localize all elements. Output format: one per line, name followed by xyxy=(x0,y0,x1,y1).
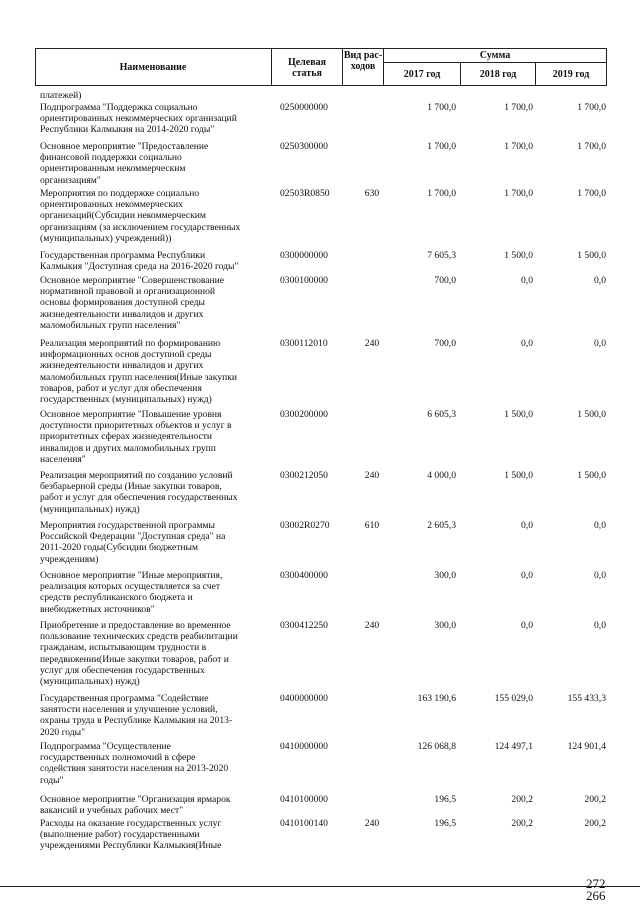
row-name: Основное мероприятие "Организация ярмарок вакансий и учебных рабочих мест" xyxy=(40,794,231,817)
row-value-2017: 1 700,0 xyxy=(427,141,456,152)
row-value-2017: 2 605,3 xyxy=(427,520,456,531)
row-value-2017: 4 000,0 xyxy=(427,470,456,481)
row-code: 0300212050 xyxy=(280,470,328,481)
row-name: Подпрограмма "Осуществление государственных полномочий в сфере содействия занятости населения на 2013-2020 годы" xyxy=(40,741,229,786)
row-value-2017: 7 605,3 xyxy=(427,250,456,261)
row-value-2019: 1 700,0 xyxy=(577,102,606,113)
header-year-2018: 2018 год xyxy=(479,69,517,80)
row-code: 0400000000 xyxy=(280,693,328,704)
row-value-2018: 0,0 xyxy=(521,620,533,631)
row-code: 02503R0850 xyxy=(280,188,330,199)
row-name: Приобретение и предоставление во временное пользование технических средств реабилитации гражданам, испытывающим трудности в передвижении(Иные закупки товаров, работ и услуг для обеспечения государственных (муниципальных) нужд) xyxy=(40,620,238,688)
row-value-2018: 155 029,0 xyxy=(494,693,533,704)
row-value-2018: 0,0 xyxy=(521,275,533,286)
row-kind: 240 xyxy=(364,620,380,631)
header-name: Наименование xyxy=(119,62,187,73)
row-name: Реализация мероприятий по созданию условий безбарьерной среды (Иные закупки товаров, работ и услуг для обеспечения государственных (муниципальных) нужд) xyxy=(40,470,238,515)
row-value-2019: 0,0 xyxy=(594,275,606,286)
row-code: 0250000000 xyxy=(280,102,328,113)
row-name: Мероприятия по поддержке социально ориентированных некоммерческих организаций(Субсидии некоммерческим организациям (за исключением государственных (муниципальных) учреждений)) xyxy=(40,188,241,244)
row-value-2017: 6 605,3 xyxy=(427,409,456,420)
row-value-2018: 1 500,0 xyxy=(504,470,533,481)
row-value-2017: 196,5 xyxy=(434,794,456,805)
row-name: Основное мероприятие "Совершенствование нормативной правовой и организационной основы формирования доступной среды жизнедеятельности инвалидов и других маломобильных групп населения" xyxy=(40,275,225,331)
row-code: 03002R0270 xyxy=(280,520,330,531)
header-year-2019: 2019 год xyxy=(552,69,590,80)
row-value-2019: 1 500,0 xyxy=(577,470,606,481)
page-number-secondary: 266 xyxy=(586,888,606,903)
row-value-2019: 155 433,3 xyxy=(567,693,606,704)
row-code: 0300400000 xyxy=(280,570,328,581)
header-target-article: Целевая статья xyxy=(287,57,327,79)
row-code: 0410100000 xyxy=(280,794,328,805)
row-code: 0300112010 xyxy=(280,338,328,349)
row-kind: 610 xyxy=(364,520,380,531)
row-value-2019: 1 500,0 xyxy=(577,409,606,420)
row-name: Подпрограмма "Поддержка социально ориентированных некоммерческих организаций Республики Калмыкия на 2014-2020 годы" xyxy=(40,102,237,136)
row-value-2017: 1 700,0 xyxy=(427,102,456,113)
row-name: платежей) xyxy=(40,90,82,101)
row-value-2018: 1 700,0 xyxy=(504,102,533,113)
row-value-2019: 200,2 xyxy=(584,794,606,805)
header-sum: Сумма xyxy=(479,50,511,61)
row-name: Основное мероприятие "Повышение уровня доступности приоритетных объектов и услуг в приоритетных сферах жизнедеятельности инвалидов и других маломобильных групп населения" xyxy=(40,409,232,465)
row-value-2018: 1 700,0 xyxy=(504,141,533,152)
row-value-2019: 124 901,4 xyxy=(567,741,606,752)
table-header xyxy=(35,48,607,86)
row-value-2019: 1 500,0 xyxy=(577,250,606,261)
row-value-2018: 1 500,0 xyxy=(504,250,533,261)
row-value-2019: 0,0 xyxy=(594,570,606,581)
row-value-2017: 700,0 xyxy=(434,275,456,286)
row-kind: 240 xyxy=(364,470,380,481)
row-code: 0410100140 xyxy=(280,818,328,829)
row-value-2017: 300,0 xyxy=(434,570,456,581)
row-value-2019: 1 700,0 xyxy=(577,141,606,152)
row-value-2017: 1 700,0 xyxy=(427,188,456,199)
row-name: Основное мероприятие "Иные мероприятия, реализация которых осуществляется за счет средств республиканского бюджета и внебюджетных источников" xyxy=(40,570,223,615)
row-value-2019: 1 700,0 xyxy=(577,188,606,199)
row-code: 0250300000 xyxy=(280,141,328,152)
row-kind: 240 xyxy=(364,338,380,349)
row-kind: 630 xyxy=(364,188,380,199)
row-name: Государственная программа "Содействие занятости населения и улучшение условий, охраны труда в Республике Калмыкия на 2013- 2020 годы" xyxy=(40,693,233,738)
row-code: 0300100000 xyxy=(280,275,328,286)
row-value-2017: 163 190,6 xyxy=(417,693,456,704)
row-value-2019: 0,0 xyxy=(594,620,606,631)
row-code: 0300000000 xyxy=(280,250,328,261)
row-value-2019: 0,0 xyxy=(594,520,606,531)
row-value-2018: 124 497,1 xyxy=(494,741,533,752)
row-code: 0410000000 xyxy=(280,741,328,752)
row-value-2017: 126 068,8 xyxy=(417,741,456,752)
row-value-2019: 0,0 xyxy=(594,338,606,349)
row-name: Расходы на оказание государственных услуг (выполнение работ) государственными учреждениями Республики Калмыкия(Иные xyxy=(40,818,222,852)
row-value-2018: 1 500,0 xyxy=(504,409,533,420)
row-value-2017: 700,0 xyxy=(434,338,456,349)
row-name: Реализация мероприятий по формированию информационных основ доступной среды жизнедеятельности инвалидов и других маломобильных групп населения(Иные закупки товаров, работ и услуг для обеспечения государственных (муниципальных) нужд) xyxy=(40,338,238,406)
row-value-2018: 0,0 xyxy=(521,520,533,531)
header-year-2017: 2017 год xyxy=(403,69,441,80)
row-value-2018: 1 700,0 xyxy=(504,188,533,199)
row-name: Мероприятия государственной программы Российской Федерации "Доступная среда" на 2011-2020 годы(Субсидии бюджетным учреждениям) xyxy=(40,520,226,565)
row-value-2018: 200,2 xyxy=(511,794,533,805)
row-kind: 240 xyxy=(364,818,380,829)
row-value-2017: 300,0 xyxy=(434,620,456,631)
row-name: Государственная программа Республики Калмыкия "Доступная среда на 2016-2020 годы" xyxy=(40,250,239,273)
header-expense-type: Вид рас-ходов xyxy=(343,50,383,72)
row-value-2018: 200,2 xyxy=(511,818,533,829)
row-value-2019: 200,2 xyxy=(584,818,606,829)
page-number-primary: 272 xyxy=(586,876,606,891)
row-code: 0300412250 xyxy=(280,620,328,631)
bottom-rule xyxy=(0,886,640,887)
row-value-2017: 196,5 xyxy=(434,818,456,829)
row-code: 0300200000 xyxy=(280,409,328,420)
row-value-2018: 0,0 xyxy=(521,570,533,581)
row-value-2018: 0,0 xyxy=(521,338,533,349)
row-name: Основное мероприятие "Предоставление финансовой поддержки социально ориентированным некоммерческим организациям" xyxy=(40,141,209,186)
